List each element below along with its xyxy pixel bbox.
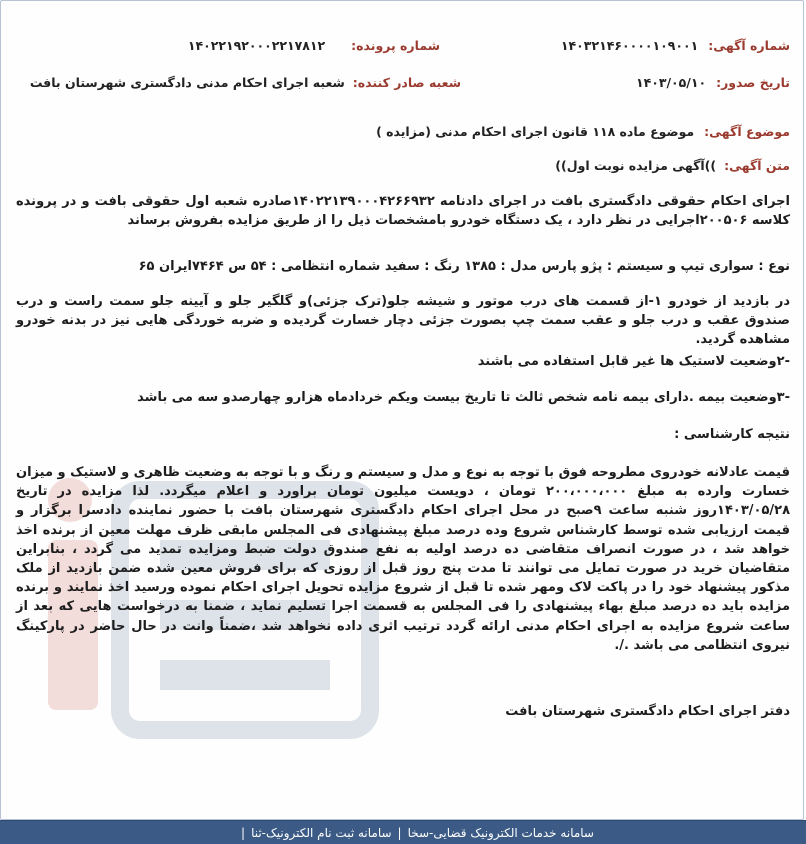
text-header-label: متن آگهی: (724, 158, 790, 173)
body-paragraph-intro: اجرای احکام حقوقی دادگستری بافت در اجرای دادنامه ۱۴۰۲۲۱۳۹۰۰۰۴۲۶۶۹۳۲صادره شعبه اول حقوقی بافت و در پرونده کلاسه ۲۰۰۵۰۶اجرایی در نظر دارد ، یک دستگاه خودرو بامشخصات ذیل را از طریق مزایده بفروش برساند (16, 194, 790, 228)
issuer-label: شعبه صادر کننده: (352, 75, 461, 90)
body-office-signature: دفتر اجرای احکام دادگستری شهرستان بافت (505, 704, 790, 719)
footer-link-sana[interactable]: سامانه ثبت نام الکترونیک-ثنا (251, 825, 392, 840)
body-expert-heading: نتیجه کارشناسی : (674, 427, 790, 442)
issue-date-row (636, 75, 790, 90)
ad-number-label: شماره آگهی: (708, 38, 790, 53)
ad-number-value: ۱۴۰۳۲۱۴۶۰۰۰۰۱۰۹۰۰۱ (560, 38, 699, 53)
body-insurance-status: -۳وضعیت بیمه .دارای بیمه نامه شخص ثالث تا تاریخ بیست ویکم خردادماه هزارو چهارصدو سه می باشد (137, 390, 790, 405)
issue-date-label: تاریخ صدور: (716, 75, 790, 90)
text-header-value: ))آگهی مزایده نوبت اول)) (555, 158, 717, 173)
issuer-value: شعبه اجرای احکام مدنی دادگستری شهرستان بافت (29, 75, 345, 90)
ad-number-row (561, 38, 790, 53)
body-vehicle-specs: نوع : سواری تیپ و سیستم : پژو پارس مدل : ۱۳۸۵ رنگ : سفید شماره انتظامی : ۵۴ س ۷۴۶۴ایران ۶۵ (138, 259, 790, 274)
footer-link-sakha[interactable]: سامانه خدمات الکترونیک قضایی-سخا (407, 825, 594, 840)
subject-row (376, 124, 790, 139)
body-tires-status: -۲وضعیت لاستیک ها غیر قابل استفاده می باشند (477, 354, 790, 369)
text-header-row (555, 158, 790, 173)
file-number-value: ۱۴۰۲۲۱۹۲۰۰۰۲۲۱۷۸۱۲ (187, 38, 326, 53)
file-number-label: شماره پرونده: (351, 38, 440, 53)
issue-date-value: ۱۴۰۳/۰۵/۱۰ (635, 75, 707, 90)
file-number-row (188, 38, 440, 53)
body-expert-result: قیمت عادلانه خودروی مطروحه فوق با توجه به نوع و مدل و سیستم و رنگ و با توجه به وضعیت ظاهری و لاستیک و میزان خسارت وارده به مبلغ ۲۰۰،۰۰۰،۰۰۰ تومان ، دویست میلیون تومان براورد و اعلام میگردد. لذا مزایده در تاریخ ۱۴۰۳/۰۵/۲۸روز شنبه ساعت ۹صبح در محل اجرای احکام دادگستری شهرستان بافت با حضور نماینده دادسرا برگزار و قیمت ارزیابی شده توسط کارشناس شروع وده درصد مبلغ پیشنهادی فی المجلس مابقی ظرف مهلت معین از برنده اخذ خواهد شد ، در صورت انصراف متقاضی ده درصد اولیه به نفع صندوق دولت ضبط ومزایده تمدید می گردد ، بنابراین متقاضیان خرید در صورت تمایل می توانند تا مدت پنج روز قبل از روزی که برای فروش معین شده ضمن بازدید از ملک مذکور پیشنهاد خود را در پاکت لاک ومهر شده تا قبل از شروع مزایده تحویل اجرای احکام نموده ورسید اخذ نمایند و برنده مزایده باید ده درصد مبلغ بهاء پیشنهادی را فی المجلس به قسمت اجرا تسلیم نماید ، ضمنا به درخواست هایی که بعد از ساعت شروع مزایده به اجرای احکام مدنی ارائه گردد ترتیب اثری داده نخواهد شد ،ضمناً وانت در حال حاضر در پارکینگ نیروی انتظامی می باشد ./. (16, 465, 791, 653)
subject-label: موضوع آگهی: (704, 124, 790, 139)
subject-value: موضوع ماده ۱۱۸ قانون اجرای احکام مدنی (مزایده ) (376, 124, 695, 139)
body-inspection: در بازدید از خودرو ۱-از قسمت های درب موتور و شیشه جلو(ترک جزئی)و گلگیر جلو و آیینه جلو سمت راست و درب صندوق عقب و درب جلو و عقب سمت چپ بصورت جزئی دچار خسارت گردیده و ضربه خوردگی هایی نیز در بدنه خودرو مشاهده گردید. (16, 294, 791, 347)
footer-separator-end: | (241, 825, 246, 840)
footer-separator: | (397, 825, 402, 840)
footer-bar (0, 820, 806, 844)
issuer-row (30, 75, 461, 90)
